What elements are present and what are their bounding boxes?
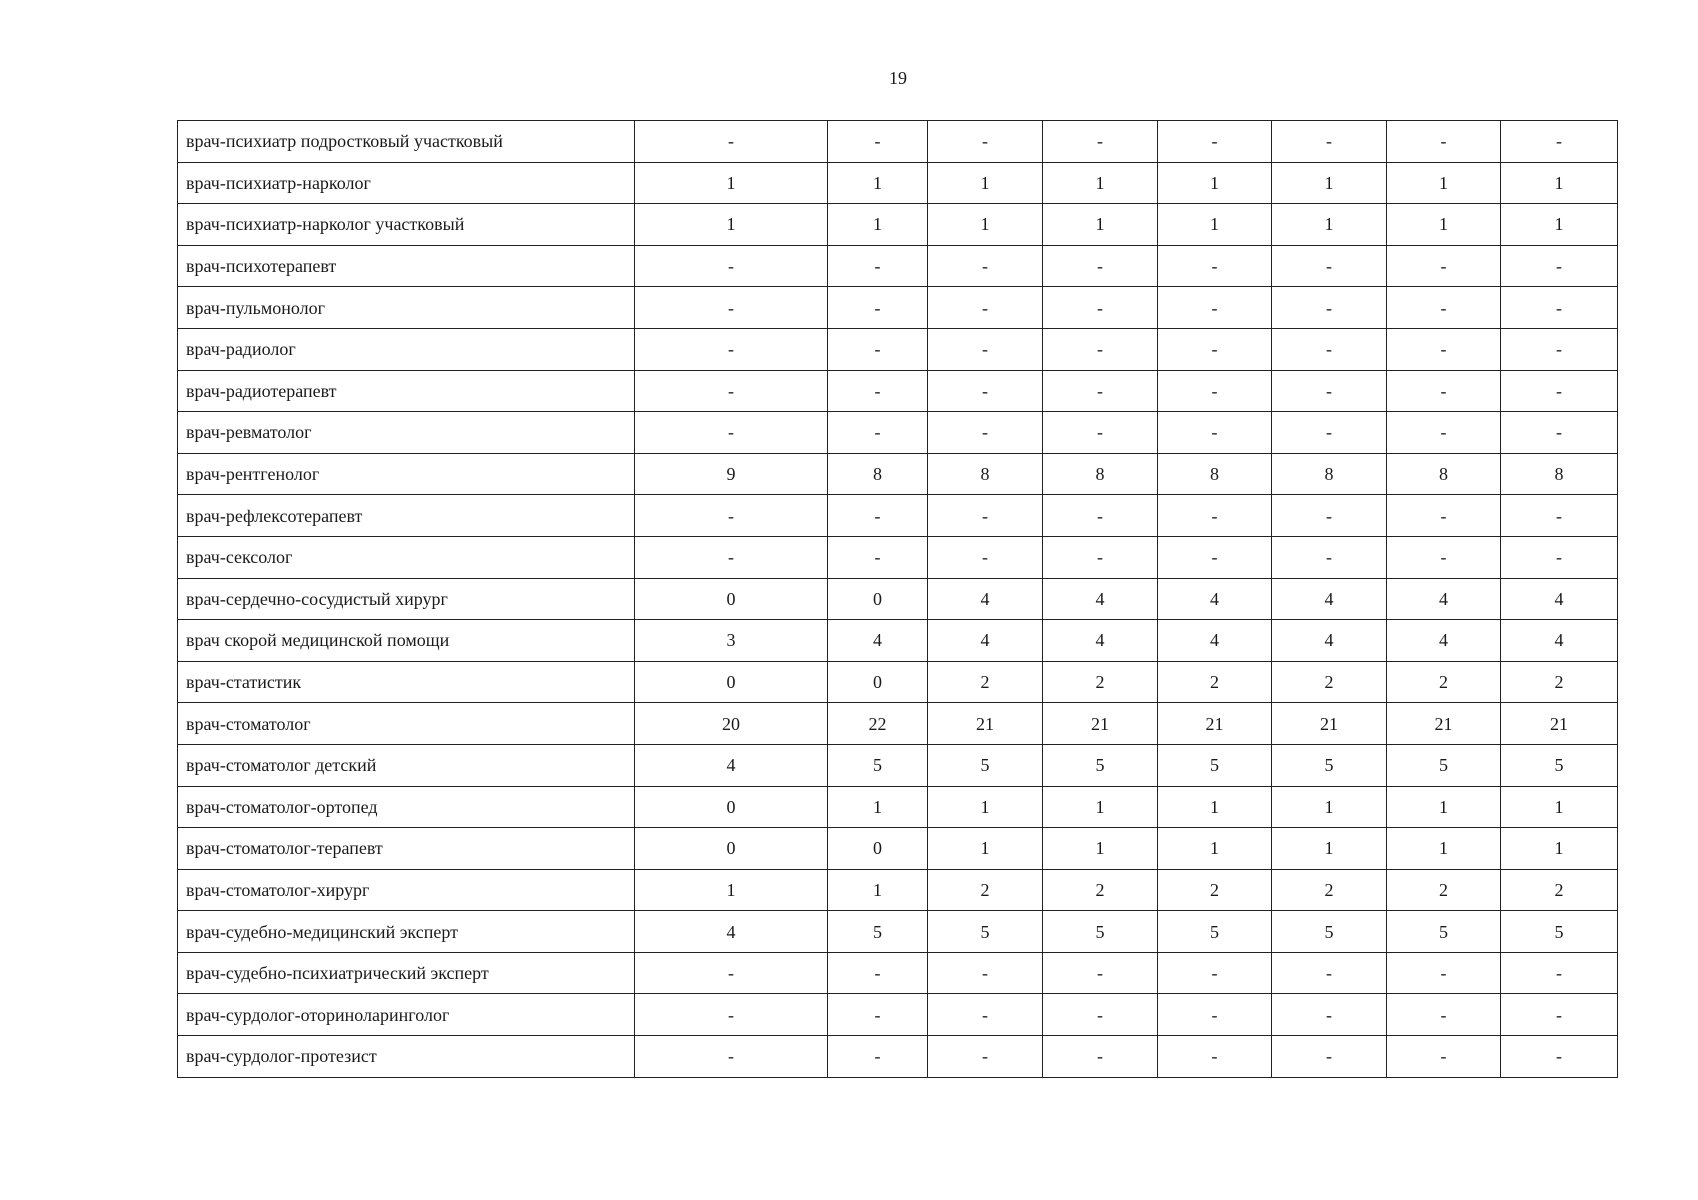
value-cell: 2: [1158, 869, 1272, 911]
value-cell: 2: [928, 869, 1043, 911]
value-cell: 2: [1501, 661, 1618, 703]
value-cell: -: [1272, 994, 1387, 1036]
value-cell: 2: [1158, 661, 1272, 703]
value-cell: -: [1387, 952, 1501, 994]
position-name-cell: врач-психиатр-нарколог: [178, 162, 635, 204]
value-cell: 8: [928, 453, 1043, 495]
position-name-cell: врач-стоматолог детский: [178, 744, 635, 786]
value-cell: 8: [828, 453, 928, 495]
value-cell: -: [1387, 245, 1501, 287]
value-cell: -: [635, 328, 828, 370]
value-cell: -: [1043, 287, 1158, 329]
value-cell: 20: [635, 703, 828, 745]
value-cell: 9: [635, 453, 828, 495]
position-name-cell: врач-психотерапевт: [178, 245, 635, 287]
value-cell: -: [1387, 328, 1501, 370]
value-cell: 4: [1387, 578, 1501, 620]
value-cell: 1: [1043, 828, 1158, 870]
value-cell: 1: [1043, 786, 1158, 828]
value-cell: -: [928, 370, 1043, 412]
value-cell: -: [928, 1036, 1043, 1078]
value-cell: -: [1501, 245, 1618, 287]
value-cell: -: [1272, 952, 1387, 994]
value-cell: -: [1158, 121, 1272, 163]
value-cell: 1: [1501, 786, 1618, 828]
table-row: [178, 204, 1618, 246]
value-cell: 4: [1387, 620, 1501, 662]
value-cell: -: [1043, 952, 1158, 994]
value-cell: -: [1043, 994, 1158, 1036]
value-cell: 1: [1272, 828, 1387, 870]
value-cell: 4: [1158, 578, 1272, 620]
table-row: [178, 328, 1618, 370]
value-cell: 1: [828, 786, 928, 828]
value-cell: 5: [1501, 744, 1618, 786]
position-name-cell: врач-психиатр подростковый участковый: [178, 121, 635, 163]
value-cell: 5: [1272, 911, 1387, 953]
value-cell: -: [1158, 287, 1272, 329]
value-cell: -: [635, 287, 828, 329]
value-cell: -: [1501, 121, 1618, 163]
value-cell: -: [635, 495, 828, 537]
staffing-table: [177, 120, 1618, 1078]
value-cell: -: [1272, 536, 1387, 578]
value-cell: 0: [828, 578, 928, 620]
value-cell: -: [1043, 245, 1158, 287]
value-cell: -: [1272, 495, 1387, 537]
value-cell: -: [635, 121, 828, 163]
value-cell: -: [1158, 1036, 1272, 1078]
value-cell: 1: [1387, 162, 1501, 204]
value-cell: -: [1043, 328, 1158, 370]
value-cell: -: [928, 412, 1043, 454]
value-cell: -: [1158, 536, 1272, 578]
value-cell: 5: [828, 911, 928, 953]
value-cell: -: [1272, 370, 1387, 412]
value-cell: -: [928, 328, 1043, 370]
value-cell: -: [1387, 495, 1501, 537]
value-cell: 5: [1387, 911, 1501, 953]
value-cell: -: [1387, 1036, 1501, 1078]
value-cell: -: [1272, 1036, 1387, 1078]
value-cell: -: [828, 287, 928, 329]
value-cell: -: [635, 245, 828, 287]
value-cell: 5: [1272, 744, 1387, 786]
value-cell: -: [1501, 952, 1618, 994]
value-cell: -: [635, 370, 828, 412]
value-cell: 21: [1272, 703, 1387, 745]
value-cell: 0: [635, 828, 828, 870]
value-cell: 8: [1272, 453, 1387, 495]
value-cell: -: [928, 495, 1043, 537]
position-name-cell: врач-пульмонолог: [178, 287, 635, 329]
value-cell: 1: [928, 828, 1043, 870]
value-cell: 1: [1272, 204, 1387, 246]
value-cell: 5: [928, 744, 1043, 786]
position-name-cell: врач-сексолог: [178, 536, 635, 578]
value-cell: -: [1158, 245, 1272, 287]
table-row: [178, 661, 1618, 703]
table-row: [178, 1036, 1618, 1078]
value-cell: 2: [1043, 661, 1158, 703]
value-cell: -: [1387, 370, 1501, 412]
value-cell: -: [1387, 994, 1501, 1036]
position-name-cell: врач-радиолог: [178, 328, 635, 370]
value-cell: 1: [1501, 204, 1618, 246]
value-cell: -: [828, 495, 928, 537]
value-cell: -: [928, 994, 1043, 1036]
value-cell: -: [828, 952, 928, 994]
table-row: [178, 786, 1618, 828]
value-cell: 1: [1387, 786, 1501, 828]
position-name-cell: врач-сурдолог-протезист: [178, 1036, 635, 1078]
table-row: [178, 869, 1618, 911]
value-cell: 1: [635, 869, 828, 911]
value-cell: 1: [1501, 162, 1618, 204]
value-cell: 5: [1501, 911, 1618, 953]
value-cell: 1: [1387, 828, 1501, 870]
value-cell: 21: [1158, 703, 1272, 745]
value-cell: 8: [1501, 453, 1618, 495]
table-row: [178, 744, 1618, 786]
position-name-cell: врач-судебно-психиатрический эксперт: [178, 952, 635, 994]
value-cell: 0: [828, 828, 928, 870]
value-cell: -: [1501, 287, 1618, 329]
value-cell: -: [1387, 412, 1501, 454]
table-row: [178, 162, 1618, 204]
value-cell: 5: [1158, 744, 1272, 786]
table-row: [178, 703, 1618, 745]
position-name-cell: врач-стоматолог: [178, 703, 635, 745]
value-cell: 4: [1043, 620, 1158, 662]
position-name-cell: врач-сурдолог-оториноларинголог: [178, 994, 635, 1036]
value-cell: 4: [828, 620, 928, 662]
value-cell: 2: [1501, 869, 1618, 911]
value-cell: 1: [1272, 786, 1387, 828]
value-cell: 4: [1501, 578, 1618, 620]
value-cell: 8: [1158, 453, 1272, 495]
value-cell: -: [828, 245, 928, 287]
position-name-cell: врач-психиатр-нарколог участковый: [178, 204, 635, 246]
value-cell: 21: [1387, 703, 1501, 745]
position-name-cell: врач скорой медицинской помощи: [178, 620, 635, 662]
table-row: [178, 287, 1618, 329]
value-cell: 2: [928, 661, 1043, 703]
table-row: [178, 370, 1618, 412]
position-name-cell: врач-статистик: [178, 661, 635, 703]
position-name-cell: врач-стоматолог-ортопед: [178, 786, 635, 828]
table-body: [178, 121, 1618, 1078]
value-cell: -: [1043, 1036, 1158, 1078]
value-cell: 1: [828, 204, 928, 246]
value-cell: 5: [928, 911, 1043, 953]
table-row: [178, 620, 1618, 662]
value-cell: 22: [828, 703, 928, 745]
value-cell: 0: [828, 661, 928, 703]
value-cell: 2: [1387, 869, 1501, 911]
value-cell: -: [1158, 328, 1272, 370]
value-cell: 0: [635, 578, 828, 620]
value-cell: -: [635, 1036, 828, 1078]
value-cell: -: [1272, 287, 1387, 329]
value-cell: 1: [1043, 162, 1158, 204]
value-cell: 4: [1158, 620, 1272, 662]
value-cell: 1: [1501, 828, 1618, 870]
value-cell: -: [1158, 952, 1272, 994]
table-row: [178, 578, 1618, 620]
table-row: [178, 412, 1618, 454]
value-cell: -: [828, 412, 928, 454]
value-cell: 0: [635, 661, 828, 703]
value-cell: 21: [928, 703, 1043, 745]
value-cell: -: [1158, 495, 1272, 537]
value-cell: 4: [1272, 578, 1387, 620]
value-cell: -: [1158, 994, 1272, 1036]
value-cell: 1: [928, 204, 1043, 246]
value-cell: 5: [1043, 911, 1158, 953]
value-cell: 1: [928, 162, 1043, 204]
value-cell: 2: [1272, 869, 1387, 911]
value-cell: 0: [635, 786, 828, 828]
value-cell: -: [635, 536, 828, 578]
value-cell: -: [1043, 495, 1158, 537]
value-cell: -: [1501, 495, 1618, 537]
value-cell: -: [928, 245, 1043, 287]
table-row: [178, 245, 1618, 287]
value-cell: -: [1043, 412, 1158, 454]
table-row: [178, 495, 1618, 537]
value-cell: -: [928, 952, 1043, 994]
value-cell: -: [1043, 370, 1158, 412]
value-cell: 4: [1501, 620, 1618, 662]
value-cell: -: [1387, 287, 1501, 329]
value-cell: 5: [828, 744, 928, 786]
table-row: [178, 994, 1618, 1036]
position-name-cell: врач-судебно-медицинский эксперт: [178, 911, 635, 953]
table-row: [178, 828, 1618, 870]
value-cell: 1: [928, 786, 1043, 828]
value-cell: -: [828, 328, 928, 370]
value-cell: 5: [1158, 911, 1272, 953]
table-row: [178, 121, 1618, 163]
table-row: [178, 952, 1618, 994]
value-cell: 4: [928, 578, 1043, 620]
value-cell: 1: [1158, 828, 1272, 870]
value-cell: -: [1387, 536, 1501, 578]
value-cell: -: [1272, 121, 1387, 163]
value-cell: 4: [635, 911, 828, 953]
value-cell: 5: [1043, 744, 1158, 786]
value-cell: -: [928, 536, 1043, 578]
value-cell: -: [635, 994, 828, 1036]
value-cell: 5: [1387, 744, 1501, 786]
value-cell: -: [1501, 328, 1618, 370]
value-cell: 3: [635, 620, 828, 662]
value-cell: 21: [1501, 703, 1618, 745]
value-cell: 1: [1158, 204, 1272, 246]
value-cell: 2: [1387, 661, 1501, 703]
position-name-cell: врач-сердечно-сосудистый хирург: [178, 578, 635, 620]
value-cell: -: [828, 1036, 928, 1078]
position-name-cell: врач-стоматолог-хирург: [178, 869, 635, 911]
value-cell: -: [1158, 370, 1272, 412]
value-cell: -: [1387, 121, 1501, 163]
position-name-cell: врач-ревматолог: [178, 412, 635, 454]
value-cell: 21: [1043, 703, 1158, 745]
value-cell: -: [1158, 412, 1272, 454]
value-cell: -: [828, 121, 928, 163]
value-cell: -: [1501, 1036, 1618, 1078]
value-cell: -: [635, 412, 828, 454]
position-name-cell: врач-рентгенолог: [178, 453, 635, 495]
table-row: [178, 536, 1618, 578]
value-cell: -: [635, 952, 828, 994]
value-cell: -: [1043, 121, 1158, 163]
value-cell: 2: [1272, 661, 1387, 703]
value-cell: 1: [1158, 162, 1272, 204]
value-cell: 8: [1043, 453, 1158, 495]
value-cell: -: [1501, 412, 1618, 454]
value-cell: 4: [1043, 578, 1158, 620]
value-cell: 1: [1272, 162, 1387, 204]
value-cell: -: [1501, 370, 1618, 412]
value-cell: -: [1272, 412, 1387, 454]
value-cell: -: [828, 536, 928, 578]
value-cell: 4: [635, 744, 828, 786]
value-cell: -: [928, 287, 1043, 329]
value-cell: 8: [1387, 453, 1501, 495]
value-cell: -: [1272, 245, 1387, 287]
position-name-cell: врач-стоматолог-терапевт: [178, 828, 635, 870]
value-cell: 1: [635, 204, 828, 246]
value-cell: -: [928, 121, 1043, 163]
value-cell: 1: [828, 162, 928, 204]
table-row: [178, 911, 1618, 953]
value-cell: -: [1501, 994, 1618, 1036]
value-cell: 1: [1158, 786, 1272, 828]
value-cell: 2: [1043, 869, 1158, 911]
value-cell: -: [1272, 328, 1387, 370]
value-cell: 4: [928, 620, 1043, 662]
value-cell: 1: [635, 162, 828, 204]
value-cell: 1: [828, 869, 928, 911]
position-name-cell: врач-рефлексотерапевт: [178, 495, 635, 537]
value-cell: -: [828, 994, 928, 1036]
value-cell: -: [1043, 536, 1158, 578]
value-cell: 4: [1272, 620, 1387, 662]
value-cell: 1: [1043, 204, 1158, 246]
value-cell: -: [828, 370, 928, 412]
value-cell: 1: [1387, 204, 1501, 246]
value-cell: -: [1501, 536, 1618, 578]
page-number: 19: [889, 68, 907, 88]
table-row: [178, 453, 1618, 495]
position-name-cell: врач-радиотерапевт: [178, 370, 635, 412]
